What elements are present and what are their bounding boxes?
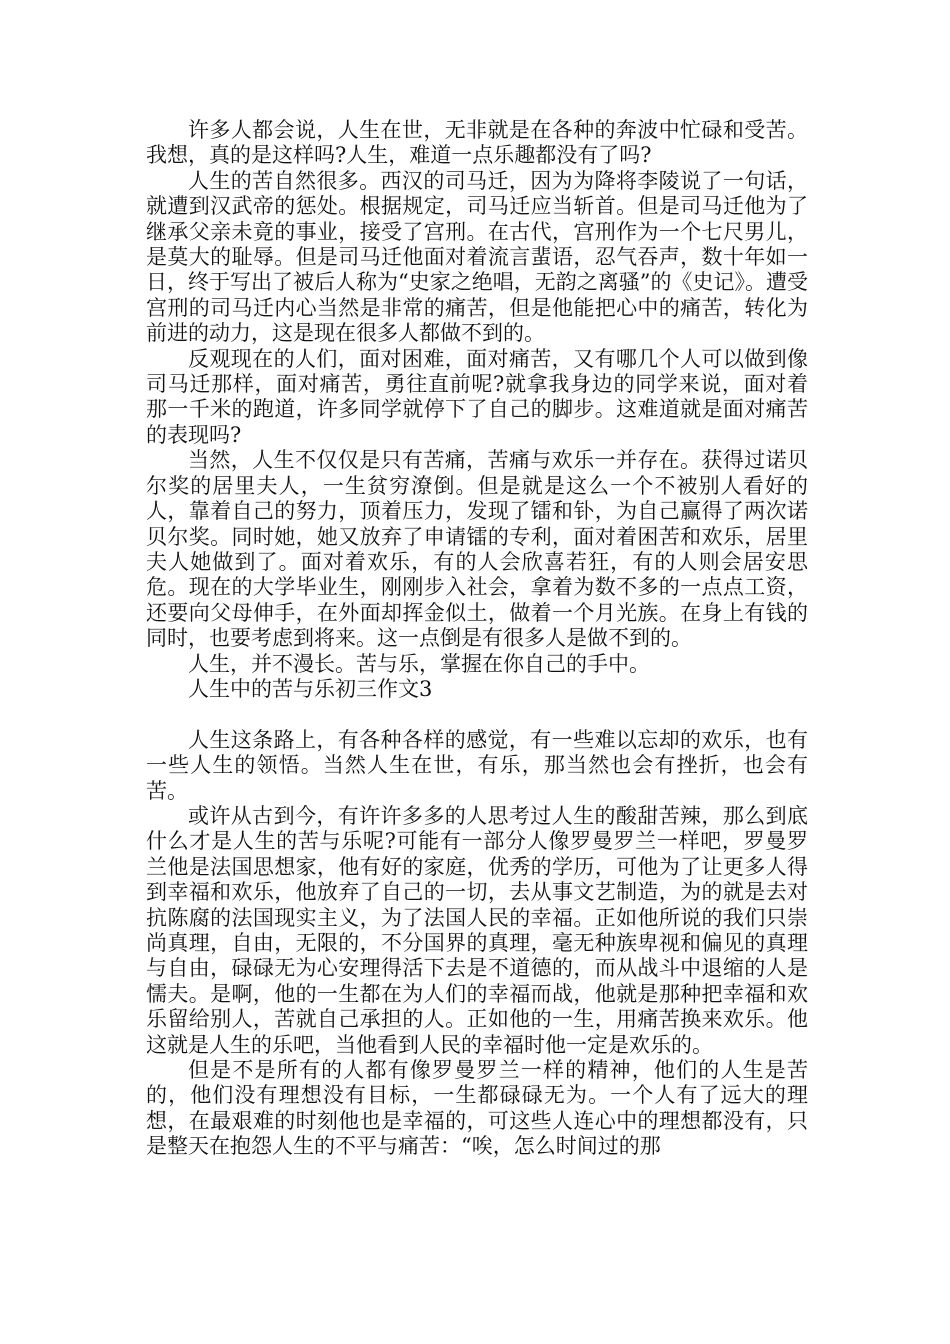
paragraph: 人生，并不漫长。苦与乐，掌握在你自己的手中。 xyxy=(188,651,650,676)
paragraph: 或许从古到今，有许许多多的人思考过人生的酸甜苦辣，那么到底什么才是人生的苦与乐呢?可能有一部分人像罗曼罗兰一样吧，罗曼罗兰他是法国思想家，他有好的家庭，优秀的学历，可他为了让更多人得到幸福和欢乐，他放弃了自己的一切，去从事文艺制造，为的就是去对抗陈腐的法国现实主义，为了法国人民的幸福。正如他所说的我们只崇尚真理，自由，无限的，不分国界的真理，毫无种族卑视和偏见的真理与自由，碌碌无为心安理得活下去是不道德的，而从战斗中退缩的人是懦夫。是啊，他的一生都在为人们的幸福而战，他就是那种把幸福和欢乐留给别人，苦就自己承担的人。正如他的一生，用痛苦换来欢乐。他这就是人生的乐吧，当他看到人民的幸福时他一定是欢乐的。 xyxy=(146,803,808,1057)
section-title: 人生中的苦与乐初三作文3 xyxy=(188,676,433,701)
blank-line xyxy=(146,702,808,727)
document-page xyxy=(146,118,808,1160)
paragraph: 但是不是所有的人都有像罗曼罗兰一样的精神，他们的人生是苦的，他们没有理想没有目标，一生都碌碌无为。一个人有了远大的理想，在最艰难的时刻他也是幸福的，可这些人连心中的理想都没有，只是整天在抱怨人生的不平与痛苦：“唉，怎么时间过的那 xyxy=(146,1058,808,1159)
paragraph: 人生这条路上，有各种各样的感觉，有一些难以忘却的欢乐，也有一些人生的领悟。当然人生在世，有乐，那当然也会有挫折，也会有苦。 xyxy=(146,727,808,803)
paragraph: 当然，人生不仅仅是只有苦痛，苦痛与欢乐一并存在。获得过诺贝尔奖的居里夫人，一生贫穷潦倒。但是就是这么一个不被别人看好的人，靠着自己的努力，顶着压力，发现了镭和钋，为自己赢得了两次诺贝尔奖。同时她，她又放弃了申请镭的专利，面对着困苦和欢乐，居里夫人她做到了。面对着欢乐，有的人会欣喜若狂，有的人则会居安思危。现在的大学毕业生，刚刚步入社会，拿着为数不多的一点点工资，还要向父母伸手，在外面却挥金似土，做着一个月光族。在身上有钱的同时，也要考虑到将来。这一点倒是有很多人是做不到的。 xyxy=(146,448,808,651)
paragraph: 反观现在的人们，面对困难，面对痛苦，又有哪几个人可以做到像司马迁那样，面对痛苦，勇往直前呢?就拿我身边的同学来说，面对着那一千米的跑道，许多同学就停下了自己的脚步。这难道就是面对痛苦的表现吗? xyxy=(146,346,808,447)
paragraph: 许多人都会说，人生在世，无非就是在各种的奔波中忙碌和受苦。我想，真的是这样吗?人生，难道一点乐趣都没有了吗? xyxy=(146,118,808,168)
paragraph: 人生的苦自然很多。西汉的司马迁，因为为降将李陵说了一句话，就遭到汉武帝的惩处。根据规定，司马迁应当斩首。但是司马迁他为了继承父亲未竟的事业，接受了宫刑。在古代，宫刑作为一个七尺男儿，是莫大的耻辱。但是司马迁他面对着流言蜚语，忍气吞声，数十年如一日，终于写出了被后人称为“史家之绝唱，无韵之离骚”的《史记》。遭受宫刑的司马迁内心当然是非常的痛苦，但是他能把心中的痛苦，转化为前进的动力，这是现在很多人都做不到的。 xyxy=(146,168,808,346)
